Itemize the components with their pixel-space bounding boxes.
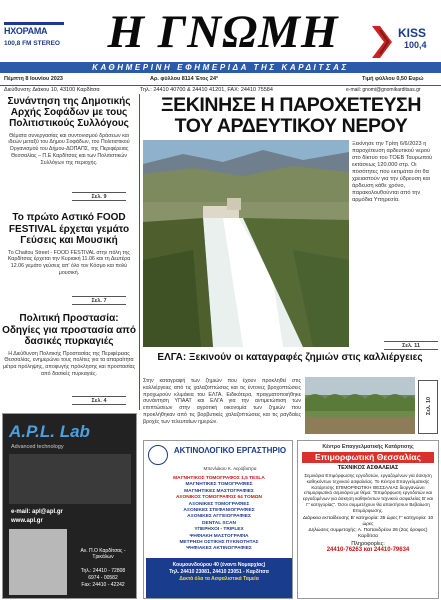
lab-footer: Δεκτά όλα τα Ασφαλιστικά Ταμεία <box>179 576 259 582</box>
office-address: Διεύθυνση: Διάκου 10, 43100 Καρδίτσα <box>4 87 100 93</box>
training-title: Επιμορφωτική Θεσσαλίας <box>302 452 434 463</box>
left-story-3-headline: Πολιτική Προστασία: Οδηγίες για προστασία από δασικές πυρκαγιές <box>2 313 136 347</box>
lab-service: ΨΗΦΙΑΚΕΣ ΑΚΤΙΝΟΓΡΑΦΙΕΣ <box>186 546 252 552</box>
left-story-2-body: Το Chaitou Street - FOOD FESTIVAL στην πόλη της Καρδίτσας έρχεται την Κυριακή 11.06 και τη Δευτέρα 12.06 γεμάτο γεύσεις απ' όλο τον Κόσμο και πολύ μουσική. <box>7 249 131 276</box>
apl-email: e-mail: apl@apl.gr <box>11 509 63 515</box>
training-subtitle: ΤΕΧΝΙΚΟΣ ΑΣΦΑΛΕΙΑΣ <box>337 465 399 471</box>
apl-phone: Τηλ.: 24410 - 72808 <box>80 568 126 574</box>
lab-service: ΜΕΤΡΗΣΗ ΟΣΤΙΚΗΣ ΠΥΚΝΟΤΗΤΑΣ <box>179 540 259 546</box>
lab-title: ΑΚΤΙΝΟΛΟΓΙΚΟ ΕΡΓΑΣΤΗΡΙΟ <box>173 446 287 455</box>
left-story-1-page: Σελ. 9 <box>72 192 126 201</box>
orchard-photo <box>305 377 415 434</box>
left-story-2 <box>2 212 136 277</box>
apl-ad <box>2 413 137 599</box>
left-story-3-body: Η Διεύθυνση Πολιτικής Προστασίας της Περιφέρειας Θεσσαλίας, ενημερώνει τους πολίτες για τα απαραίτητα μέτρα πρόληψης, αποφυγής πρόκλησης και προστασίας από δασικές πυρκαγιές. <box>2 350 136 377</box>
apl-web: www.apl.gr <box>11 518 43 524</box>
kiss-logo-name: KISS <box>398 26 427 40</box>
apl-equipment-photo <box>9 454 131 504</box>
lab-service: ΜΑΓΝΗΤΙΚΕΣ ΤΟΜΟΓΡΑΦΙΕΣ <box>185 482 253 488</box>
lab-phone: Τηλ. 24410 23081, 24410 23051 - Καρδίτσα <box>169 569 269 575</box>
kiss-logo <box>370 22 436 60</box>
training-duration: Διάρκεια εκπαίδευσης Β' κατηγορία: 35 ώρες Γ' κατηγορία: 10 ώρες <box>302 515 434 527</box>
radiology-lab-ad <box>143 440 293 599</box>
main-story-headline <box>143 95 439 137</box>
main-story-page: Σελ. 11 <box>384 341 438 350</box>
lab-service: ΥΠΕΡΗΧΟΙ - TRIPLEX <box>194 527 244 533</box>
apl-address: Αν. Π.Ο Καρδίτσας - Τρικάλων <box>80 548 126 561</box>
newspaper-title: Η ΓΝΩΜΗ <box>107 6 339 58</box>
second-story-body: Στην καταγραφή των ζημιών που έχουν προκληθεί στις καλλιέργειες από τις χαλαζοπτώσεις και τις έντονες βροχοπτώσεις προχωρούν κλιμάκια του ΕΛΓΑ. Ειδικότερα, πραγματοποιήθηκε συνάντηση ΥΠΑΑΤ και ΕΛΓΑ για την αντιμετώπιση των επιπτώσεων στην αγροτική οικονομία των ζημιών που προκλήθηκαν από τις βορβυτικές χαλαζοπτώσεις και τις ραγδαίες βροχές των τελευταίων ημερών. <box>143 378 301 425</box>
issue-price: Τιμή φύλλου 0,50 Ευρώ <box>362 76 424 82</box>
second-story-headline: ΕΛΓΑ: Ξεκινούν οι καταγραφές ζημιών στις καλλιέργειες <box>157 352 423 363</box>
irrigation-dam-photo <box>143 140 349 347</box>
left-story-3 <box>2 313 136 378</box>
apl-brand: A.P.L. Lab <box>9 422 90 441</box>
lab-services <box>146 476 292 553</box>
second-story-page: Σελ. 10 <box>426 396 432 416</box>
lab-service: ΨΗΦΙΑΚΗ ΜΑΣΤΟΓΡΑΦΙΑ <box>189 533 249 539</box>
lab-service: ΜΑΓΝΗΤΙΚΟΣ ΤΟΜΟΓΡΑΦΟΣ 1,5 TESLA <box>173 476 265 481</box>
left-story-3-page: Σελ. 4 <box>72 396 126 405</box>
kiss-logo-freq: 100,4 <box>404 40 427 50</box>
training-registration: Δηλώσεις συμμετοχής: Α. Παπανδρέου 26 (2ος όροφος) Καρδίτσα <box>308 527 428 539</box>
main-story-body: Ξεκίνησε την Τρίτη 6/6/2023 η παροχέτευση αρδευτικού νερού στο δίκτυο του ΤΟΕΒ Ταυρωπού εκτάσεως 120.000 στρ. Οι ποσότητες που εκτιμάται ότι θα χρειαστούν για την ύδρευση και άρδευση κάθε χρόνο, παρακολουθούνται από την αρμόδια Υπηρεσία. <box>352 141 433 203</box>
training-header: Κέντρο Επαγγελματικής Κατάρτισης <box>322 444 414 450</box>
echorama-logo-freq: 100,8 FM STEREO <box>4 40 60 47</box>
apl-tagline: Advanced technology <box>11 444 64 450</box>
masthead-banner: ΚΑΘΗΜΕΡΙΝΗ ΕΦΗΜΕΡΙΔΑ ΤΗΣ ΚΑΡΔΙΤΣΑΣ <box>0 62 441 73</box>
training-body: Σεμινάρια Επιμόρφωσης εργοδοτών, εργαζομένων για άσκηση καθηκόντων τεχνικού ασφαλείας. Το Κέντρο Επαγγελματικής Κατάρτισης ΕΠΙΜΟΡΦΩΤΙΚΗ ΘΕΣΣΑΛΙΑΣ διοργανώνει επιμορφωτικό σεμινάριο με θέμα: "Επιμόρφωση εργοδοτών και εργαζομένων για άσκηση καθηκόντων τεχνικού ασφαλείας Β' και Γ' κατηγορίας". Όσοι συμμετέχουν θα αποκτήσουν Βεβαίωση Επιμόρφωσης. <box>302 473 434 513</box>
training-phones: 24410-76263 και 24410-79634 <box>326 546 410 553</box>
left-story-1-headline: Συνάντηση της Δημοτικής Αρχής Σοφάδων με τους Πολιτιστικούς Συλλόγους <box>7 96 131 130</box>
left-story-2-headline: Το πρώτο Αστικό FOOD FESTIVAL έρχεται γεμάτο Γεύσεις και Μουσική <box>8 212 130 246</box>
left-story-2-page: Σελ. 7 <box>72 296 126 305</box>
training-center-ad <box>297 440 439 599</box>
apl-phone-2: 6974 - 00582 <box>88 575 118 581</box>
main-story-headline-line2: ΤΟΥ ΑΡΔΕΥΤΙΚΟΥ ΝΕΡΟΥ <box>174 115 408 137</box>
issue-date: Πέμπτη 8 Ιουνίου 2023 <box>4 76 63 82</box>
echorama-logo <box>4 22 80 60</box>
apl-shop-photo <box>9 529 67 595</box>
lab-address: Κουμουνδούρου 40 (έναντι Νομαρχίας) <box>172 562 266 568</box>
training-info-label: Πληροφορίες: <box>351 540 385 547</box>
lab-doctor: Μπενλάκου Κ. Αερόβιστρα <box>203 466 257 471</box>
main-story-headline-line1: ΞΕΚΙΝΗΣΕ Η ΠΑΡΟΧΕΤΕΥΣΗ <box>160 94 422 116</box>
second-story-page-box <box>418 380 438 434</box>
caduceus-icon <box>148 445 168 465</box>
office-email: e-mail: gnomi@gnomikarditsas.gr <box>346 87 421 93</box>
apl-fax: Fax: 24410 - 42242 <box>81 582 125 588</box>
left-story-1-body: Θέματα συνεργασίας και συντονισμού δράσεων και ιδεών μεταξύ του Δήμου Σοφάδων, του Πολιτιστικού Οργανισμού του Δήμου-ΔΟΠΑΠΣ, της Περιφέρειας Θεσσαλίας – Π.Ε Καρδίτσας και των Πολιτιστικών Συλλόγων της περιοχής. <box>8 132 130 166</box>
lab-service: ΑΞΟΝΙΚΕΣ ΣΤΕΦΑΝΙΟΓΡΑΦΙΕΣ <box>183 508 255 514</box>
left-story-1 <box>2 96 136 167</box>
office-phone: Τηλ.: 24410 40700 & 24410 41201, FAX: 24410 75584 <box>140 87 273 93</box>
lab-service: ΑΞΟΝΙΚΟΣ ΤΟΜΟΓΡΑΦΟΣ 64 ΤΟΜΩΝ <box>175 495 263 501</box>
lab-service: ΑΞΟΝΙΚΕΣ ΑΓΓΕΙΟΓΡΑΦΙΕΣ <box>187 514 251 520</box>
lab-service: DENTAL SCAN <box>202 520 236 526</box>
lab-service: ΜΑΓΝΗΤΙΚΕΣ ΜΑΣΤΟΓΡΑΦΙΕΣ <box>184 488 254 494</box>
lab-service: ΑΞΟΝΙΚΕΣ ΤΟΜΟΓΡΑΦΙΕΣ <box>188 501 250 507</box>
issue-number: Αρ. φύλλου 8114 Έτος 24° <box>150 76 219 82</box>
echorama-logo-name: ΗΧΟΡΑΜΑ <box>4 26 48 36</box>
